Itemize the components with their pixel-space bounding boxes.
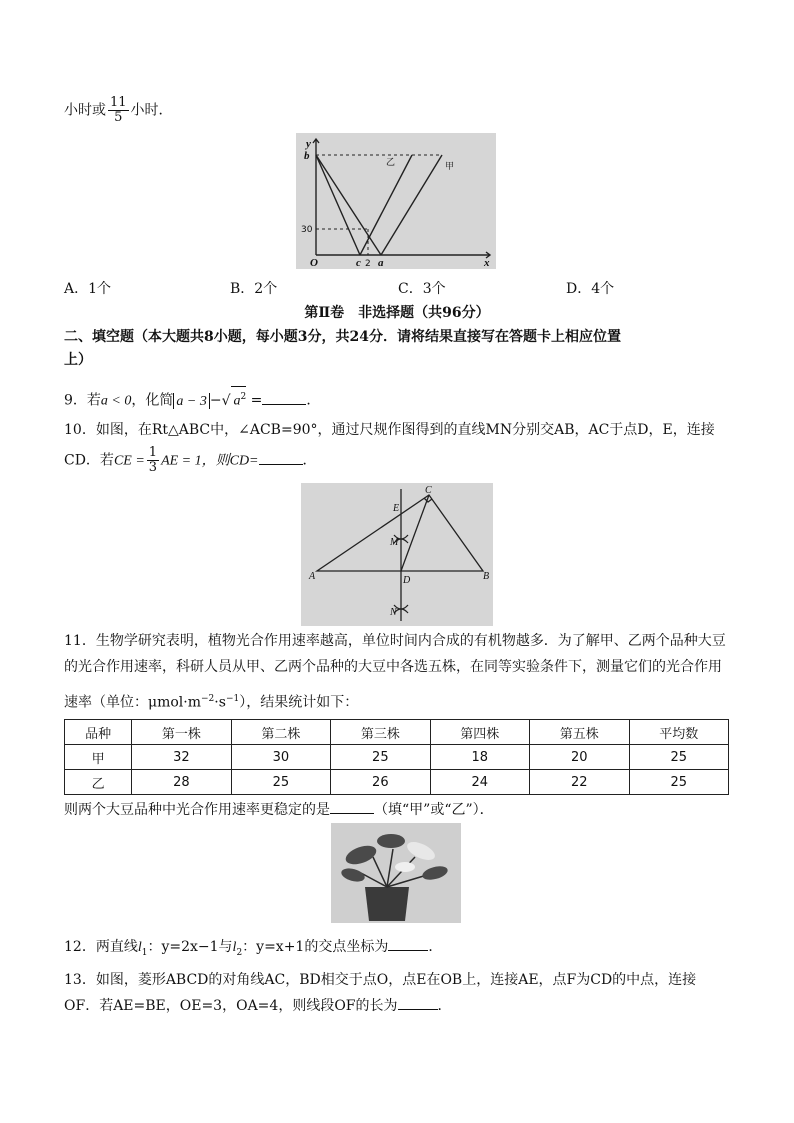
q10-fraction (147, 446, 159, 475)
q12-l1-sub: 1 (141, 947, 148, 958)
q10-line2 (64, 446, 317, 475)
q12-end: ． (428, 939, 443, 955)
point-m-label: M (390, 537, 399, 548)
table-cell: 24 (430, 770, 529, 795)
q10-triangle-svg (301, 483, 493, 626)
choice-a: A．1个 (64, 281, 112, 297)
q13-answer-blank (398, 1009, 438, 1010)
q12-eq2: ：y=x+1的交点坐标为 (242, 939, 389, 955)
table-cell: 25 (629, 745, 729, 770)
q11-unit-sup2: −1 (225, 694, 240, 704)
q10-end: ． (302, 452, 317, 469)
q11-after (64, 800, 494, 820)
q9-mid: ，化简 (131, 392, 174, 409)
q11-answer-blank (330, 813, 374, 814)
q11-data-table (64, 719, 729, 795)
q8-graph-figure (296, 133, 496, 269)
table-cell: 26 (331, 770, 430, 795)
table-header: 第五株 (530, 720, 629, 745)
line-jia-ascend (381, 155, 442, 255)
q8-frac-den: 5 (114, 110, 123, 125)
q9-radicand: a (233, 393, 241, 409)
table-cell: 30 (231, 745, 330, 770)
point-d-label: D (403, 575, 411, 586)
q9-equals: = (250, 392, 263, 409)
q9-abs-expr: a − 3 (176, 393, 207, 409)
q8-graph-svg (296, 133, 496, 269)
line-a-descend (316, 155, 360, 255)
q12-eq1: ：y=2x−1与 (147, 939, 233, 955)
q9-power: 2 (240, 392, 247, 402)
two-label: 2 (365, 259, 371, 269)
table-cell: 乙 (65, 770, 132, 795)
line-b-descend (316, 155, 381, 255)
c-label: c (356, 257, 361, 269)
q13-line2-a: OF．若AE=BE，OE=3，OA=4，则线段OF的长为 (64, 998, 398, 1014)
point-e-label: E (393, 503, 400, 514)
table-cell: 25 (231, 770, 330, 795)
q10-ce: CE = (113, 453, 145, 469)
section2-header-line2: 上） (64, 352, 92, 368)
q11-after-b: （填“甲”或“乙”）． (374, 802, 494, 818)
q11-unit-a: 速率（单位：μmol·m (64, 694, 202, 711)
q10-frac-den: 3 (148, 460, 158, 475)
segment-cd (401, 495, 429, 571)
table-cell: 18 (430, 745, 529, 770)
q11-unit-sup1: −2 (201, 694, 215, 704)
table-row (65, 745, 729, 770)
table-header: 第二株 (231, 720, 330, 745)
q11-line2: 的光合作用速率，科研人员从甲、乙两个品种的大豆中各选五株，在同等实验条件下，测量它们的光合作用 (64, 659, 722, 675)
q11-unit-mid: ·s (214, 694, 226, 711)
a-label: a (378, 257, 384, 269)
q10-line1: 10．如图，在Rt△ABC中，∠ACB=90°，通过尺规作图得到的直线MN分别交AB，AC于点D，E，连接 (64, 422, 715, 438)
q11-unit-b: ），结果统计如下： (239, 694, 359, 711)
q10-frac-num: 1 (148, 445, 158, 460)
table-cell: 32 (132, 745, 231, 770)
table-row (65, 770, 729, 795)
origin-label: O (310, 257, 318, 269)
table-cell: 甲 (65, 745, 132, 770)
table-cell: 20 (530, 745, 629, 770)
part2-title: 第Ⅱ卷 非选择题（共96分） (304, 305, 490, 321)
q12-l2: l (232, 940, 237, 955)
leaf (377, 834, 405, 848)
yi-label: 乙 (386, 158, 396, 168)
q8-tail (64, 96, 173, 125)
q9-end: ． (306, 392, 321, 409)
leaf (421, 864, 449, 882)
table-header: 第一株 (132, 720, 231, 745)
q10-triangle-figure (301, 483, 493, 626)
leaf (343, 842, 379, 868)
b-label: b (304, 150, 310, 162)
q12-prefix: 12．两直线 (64, 939, 138, 955)
table-cell: 25 (331, 745, 430, 770)
vertex-b-label: B (483, 571, 490, 582)
triangle-abc (317, 495, 483, 571)
q9-sqrt: √ $a^2$ (222, 393, 247, 409)
choice-b: B．2个 (230, 281, 278, 297)
leaf (340, 866, 366, 884)
x-axis-label: x (484, 257, 490, 269)
q10-answer-blank (259, 464, 303, 465)
q13-line1: 13．如图，菱形ABCD的对角线AC，BD相交于点O，点E在OB上，连接AE，点F为CD的中点，连接 (64, 972, 697, 988)
vertex-a-label: A (309, 571, 316, 582)
q11-line1: 11．生物学研究表明，植物光合作用速率越高，单位时间内合成的有机物越多．为了解甲、乙两个品种大豆 (64, 633, 726, 649)
table-cell: 28 (132, 770, 231, 795)
table-header-row (65, 720, 729, 745)
choice-d: D．4个 (566, 281, 615, 297)
q9 (64, 386, 320, 412)
q9-minus: − (209, 392, 222, 409)
q8-tail-prefix: 小时或 (64, 102, 106, 119)
table-header: 第三株 (331, 720, 430, 745)
plant-illustration (331, 823, 461, 923)
q11-plant-photo (331, 823, 461, 923)
table-header: 平均数 (629, 720, 729, 745)
q10-line2-a: CD．若 (64, 452, 114, 469)
q13-end: ． (437, 998, 452, 1014)
vertex-c-label: C (425, 485, 432, 496)
q12-answer-blank (388, 950, 428, 951)
table-cell: 25 (629, 770, 729, 795)
point-n-label: N (390, 607, 397, 618)
q11-after-a: 则两个大豆品种中光合作用速率更稳定的是 (64, 802, 330, 818)
q10-line2-b: AE = 1，则CD= (161, 453, 259, 469)
q9-condition: a < 0 (100, 393, 132, 409)
q12-l2-sub: 2 (236, 947, 243, 958)
q9-answer-blank (262, 404, 306, 405)
line-yi-ascend (360, 155, 412, 255)
leaf (404, 838, 437, 863)
jia-label: 甲 (445, 162, 455, 172)
q8-fraction (108, 96, 129, 125)
section2-header-line1: 二、填空题（本大题共8小题，每小题3分，共24分．请将结果直接写在答题卡上相应位置 (64, 329, 621, 345)
choice-c: C．3个 (398, 281, 446, 297)
q9-abs (173, 393, 209, 409)
q12-l1: l (137, 940, 142, 955)
thirty-label: 30 (301, 225, 313, 235)
q8-frac-num: 11 (110, 95, 127, 110)
flower-pot (365, 887, 409, 921)
table-header: 品种 (65, 720, 132, 745)
y-axis-label: y (306, 138, 311, 150)
q8-tail-suffix: 小时． (130, 102, 173, 119)
table-header: 第四株 (430, 720, 529, 745)
table-cell: 22 (530, 770, 629, 795)
q11-line3 (64, 689, 358, 713)
q12 (64, 937, 442, 963)
q13-line2 (64, 996, 452, 1016)
leaf (395, 862, 415, 872)
q9-prefix: 9．若 (64, 392, 101, 409)
